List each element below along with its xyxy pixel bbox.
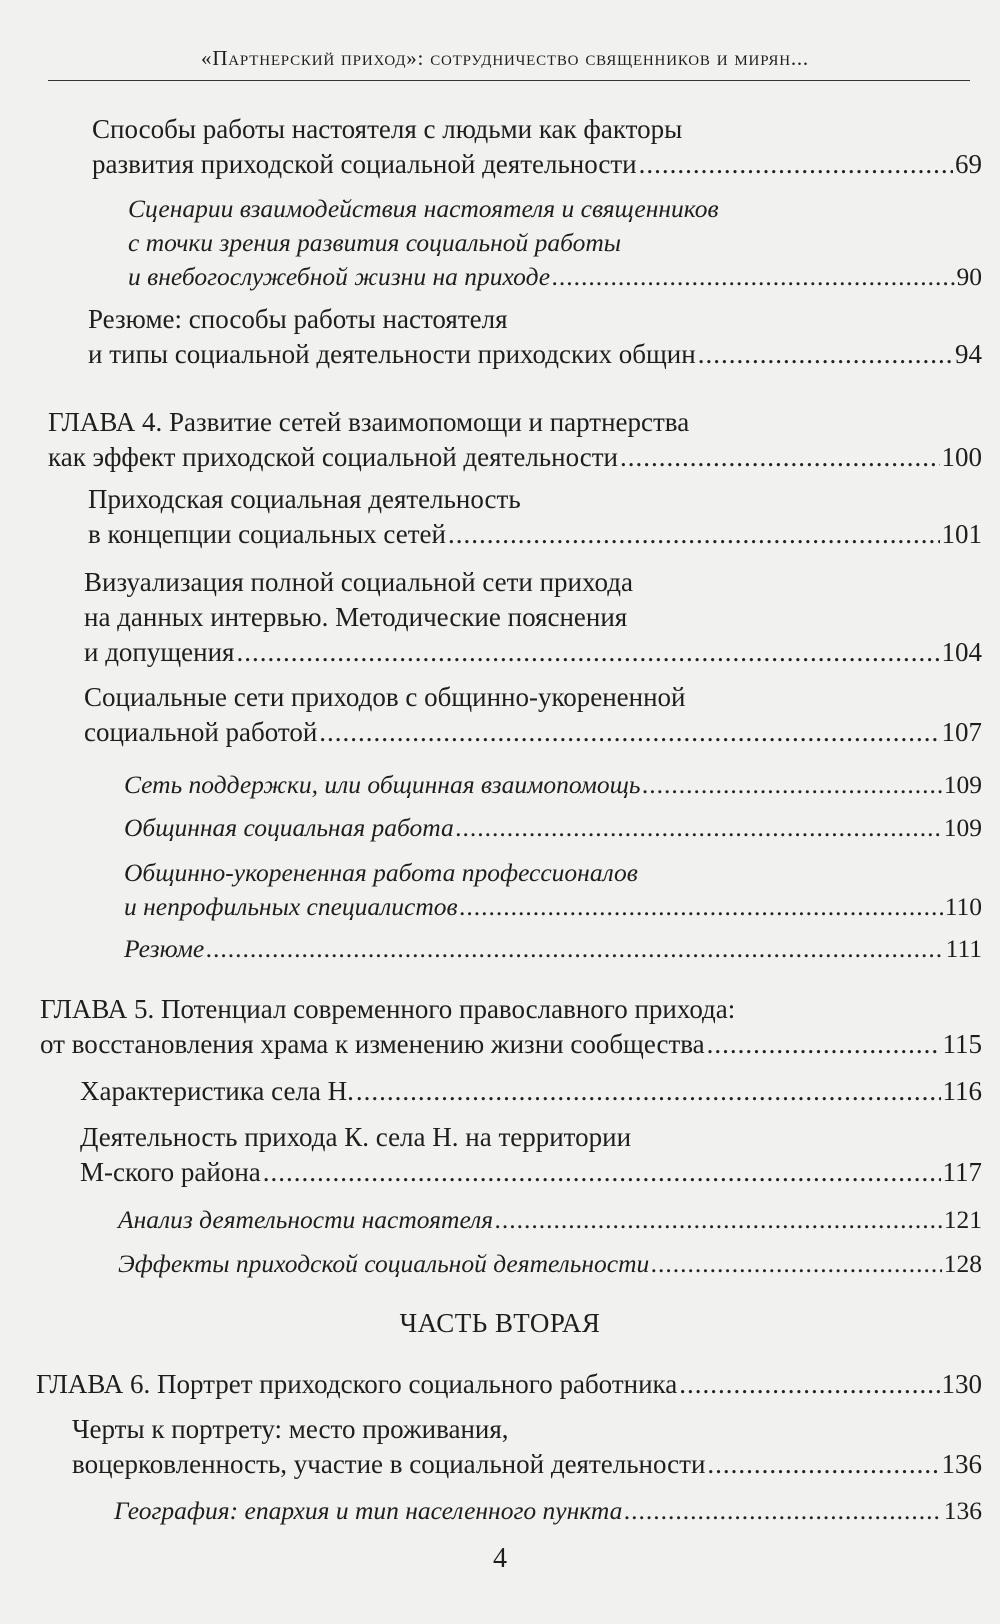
toc-entry (124, 768, 982, 802)
toc-page-number: 110 (944, 892, 982, 921)
toc-entry-line: и типы социальной деятельности приходских общин (88, 339, 696, 369)
dot-leader (639, 147, 953, 182)
dot-leader (679, 1367, 939, 1402)
toc-entry-line: Способы работы настоятеля с людьми как факторы (92, 114, 683, 144)
toc-entry (72, 1412, 982, 1482)
toc-entry-line: и внебогослужебной жизни на приходе (128, 262, 551, 291)
dot-leader (236, 635, 939, 670)
toc-entry (118, 1247, 982, 1281)
toc-entry-last-line (118, 1203, 982, 1237)
toc-page-number: 130 (941, 1369, 982, 1399)
dot-leader (319, 715, 939, 750)
page-number: 4 (493, 1543, 507, 1574)
toc-page-number: 109 (943, 813, 982, 842)
toc-entry-last-line (80, 1155, 982, 1190)
toc-entry-line: Эффекты приходской социальной деятельности (118, 1249, 650, 1278)
toc-page-number: 104 (941, 637, 982, 667)
dot-leader (495, 1203, 942, 1237)
toc-entry (114, 1494, 982, 1528)
toc-entry-last-line (124, 811, 982, 845)
toc-entry (80, 1074, 982, 1109)
toc-page-number: 101 (941, 519, 982, 549)
toc-page-number: 115 (942, 1029, 982, 1059)
toc-entry-line: в концепции социальных сетей (88, 519, 446, 549)
toc-entry-last-line (80, 1074, 982, 1109)
toc-page-number: 109 (943, 770, 982, 799)
dot-leader (460, 890, 943, 924)
toc-page-number: 136 (941, 1449, 982, 1479)
toc-entry-last-line (124, 768, 982, 802)
toc-entry (36, 1367, 982, 1402)
toc-entry-line: Сеть поддержки, или общинная взаимопомощь (124, 770, 641, 799)
toc-entry-last-line (128, 260, 982, 294)
dot-leader (552, 260, 954, 294)
toc-entry (80, 1120, 982, 1190)
toc-entry-last-line (72, 1447, 982, 1482)
toc-entry-last-line (36, 1367, 982, 1402)
dot-leader (356, 1074, 941, 1109)
toc-entry (88, 302, 982, 372)
toc-entry-last-line (118, 1247, 982, 1281)
toc-entry-line: Общинно-укорененная работа профессионалов (124, 858, 638, 887)
toc-entry-line: и допущения (84, 637, 235, 667)
toc-entry-line: География: епархия и тип населенного пункта (114, 1496, 623, 1525)
toc-entry-line: развития приходской социальной деятельности (92, 149, 637, 179)
dot-leader (707, 1447, 939, 1482)
dot-leader (624, 1494, 941, 1528)
toc-entry-last-line (92, 147, 982, 182)
toc-entry (84, 565, 982, 670)
toc-entry-last-line (124, 932, 982, 966)
toc-entry-last-line (124, 890, 982, 924)
toc-entry-line: Социальные сети приходов с общинно-укорененной (84, 682, 686, 712)
toc-page-number: 107 (941, 717, 982, 747)
dot-leader (448, 517, 940, 552)
header-rule (48, 80, 970, 81)
dot-leader (651, 1247, 941, 1281)
toc-entry-last-line (84, 635, 982, 670)
toc-entry-line: ГЛАВА 6. Портрет приходского социального работника (36, 1369, 678, 1399)
toc-entry-last-line (48, 440, 982, 475)
toc-entry (124, 856, 982, 924)
toc-entry-line: ГЛАВА 5. Потенциал современного православного прихода: (40, 994, 736, 1024)
toc-entry (128, 192, 982, 294)
toc-entry (124, 932, 982, 966)
toc-page-number: 136 (943, 1496, 982, 1525)
toc-entry-line: Деятельность прихода К. села Н. на территории (80, 1122, 632, 1152)
dot-leader (698, 337, 953, 372)
dot-leader (643, 768, 942, 802)
toc-entry-last-line (40, 1027, 982, 1062)
toc-entry-line: и непрофильных специалистов (124, 892, 458, 921)
toc-entry-line: Резюме (124, 934, 205, 963)
dot-leader (620, 440, 940, 475)
toc-page-number: 128 (943, 1249, 982, 1278)
toc-entry-last-line (84, 715, 982, 750)
toc-entry-line: на данных интервью. Методические пояснения (84, 602, 628, 632)
toc-entry-line: Анализ деятельности настоятеля (118, 1205, 494, 1234)
toc-page-number: 116 (942, 1076, 982, 1106)
toc-entry (48, 405, 982, 475)
toc-page-number: 111 (945, 934, 982, 963)
toc-page-number: 94 (955, 339, 982, 369)
toc-entry (40, 992, 982, 1062)
toc-entry-line: от восстановления храма к изменению жизни сообщества (40, 1029, 705, 1059)
dot-leader (263, 1155, 941, 1190)
part-heading: ЧАСТЬ ВТОРАЯ (399, 1308, 601, 1338)
toc-page-number: 69 (955, 149, 982, 179)
toc-entry-line: Приходская социальная деятельность (88, 484, 521, 514)
toc-entry (92, 112, 982, 182)
dot-leader (707, 1027, 941, 1062)
toc-entry-line: М-ского района (80, 1157, 261, 1187)
toc-entry-line: социальной работой (84, 717, 318, 747)
toc-entry (84, 680, 982, 750)
toc-page-number: 90 (956, 262, 982, 291)
toc-page-number: 121 (943, 1205, 982, 1234)
toc-page-number: 100 (941, 442, 982, 472)
toc-entry-line: Визуализация полной социальной сети прихода (84, 567, 633, 597)
toc-entry-last-line (88, 517, 982, 552)
dot-leader (456, 811, 942, 845)
toc-entry (118, 1203, 982, 1237)
toc-entry-line: Резюме: способы работы настоятеля (88, 304, 508, 334)
dot-leader (206, 932, 943, 966)
toc-entry (88, 482, 982, 552)
toc-entry-last-line (114, 1494, 982, 1528)
toc-entry-line: как эффект приходской социальной деятельности (48, 442, 618, 472)
toc-entry-last-line (88, 337, 982, 372)
toc-page-number: 117 (942, 1157, 982, 1187)
toc-entry-line: ГЛАВА 4. Развитие сетей взаимопомощи и партнерства (48, 407, 690, 437)
toc-entry-line: Характеристика села Н. (80, 1076, 354, 1106)
toc-entry-line: воцерковленность, участие в социальной деятельности (72, 1449, 706, 1479)
toc-entry (124, 811, 982, 845)
running-head: «Партнерский приход»: сотрудничество священников и мирян... (201, 46, 809, 70)
toc-entry-line: Сценарии взаимодействия настоятеля и священников (128, 194, 719, 223)
toc-entry-line: Общинная социальная работа (124, 813, 454, 842)
toc-entry-line: Черты к портрету: место проживания, (72, 1414, 509, 1444)
toc-entry-line: с точки зрения развития социальной работы (128, 228, 622, 257)
